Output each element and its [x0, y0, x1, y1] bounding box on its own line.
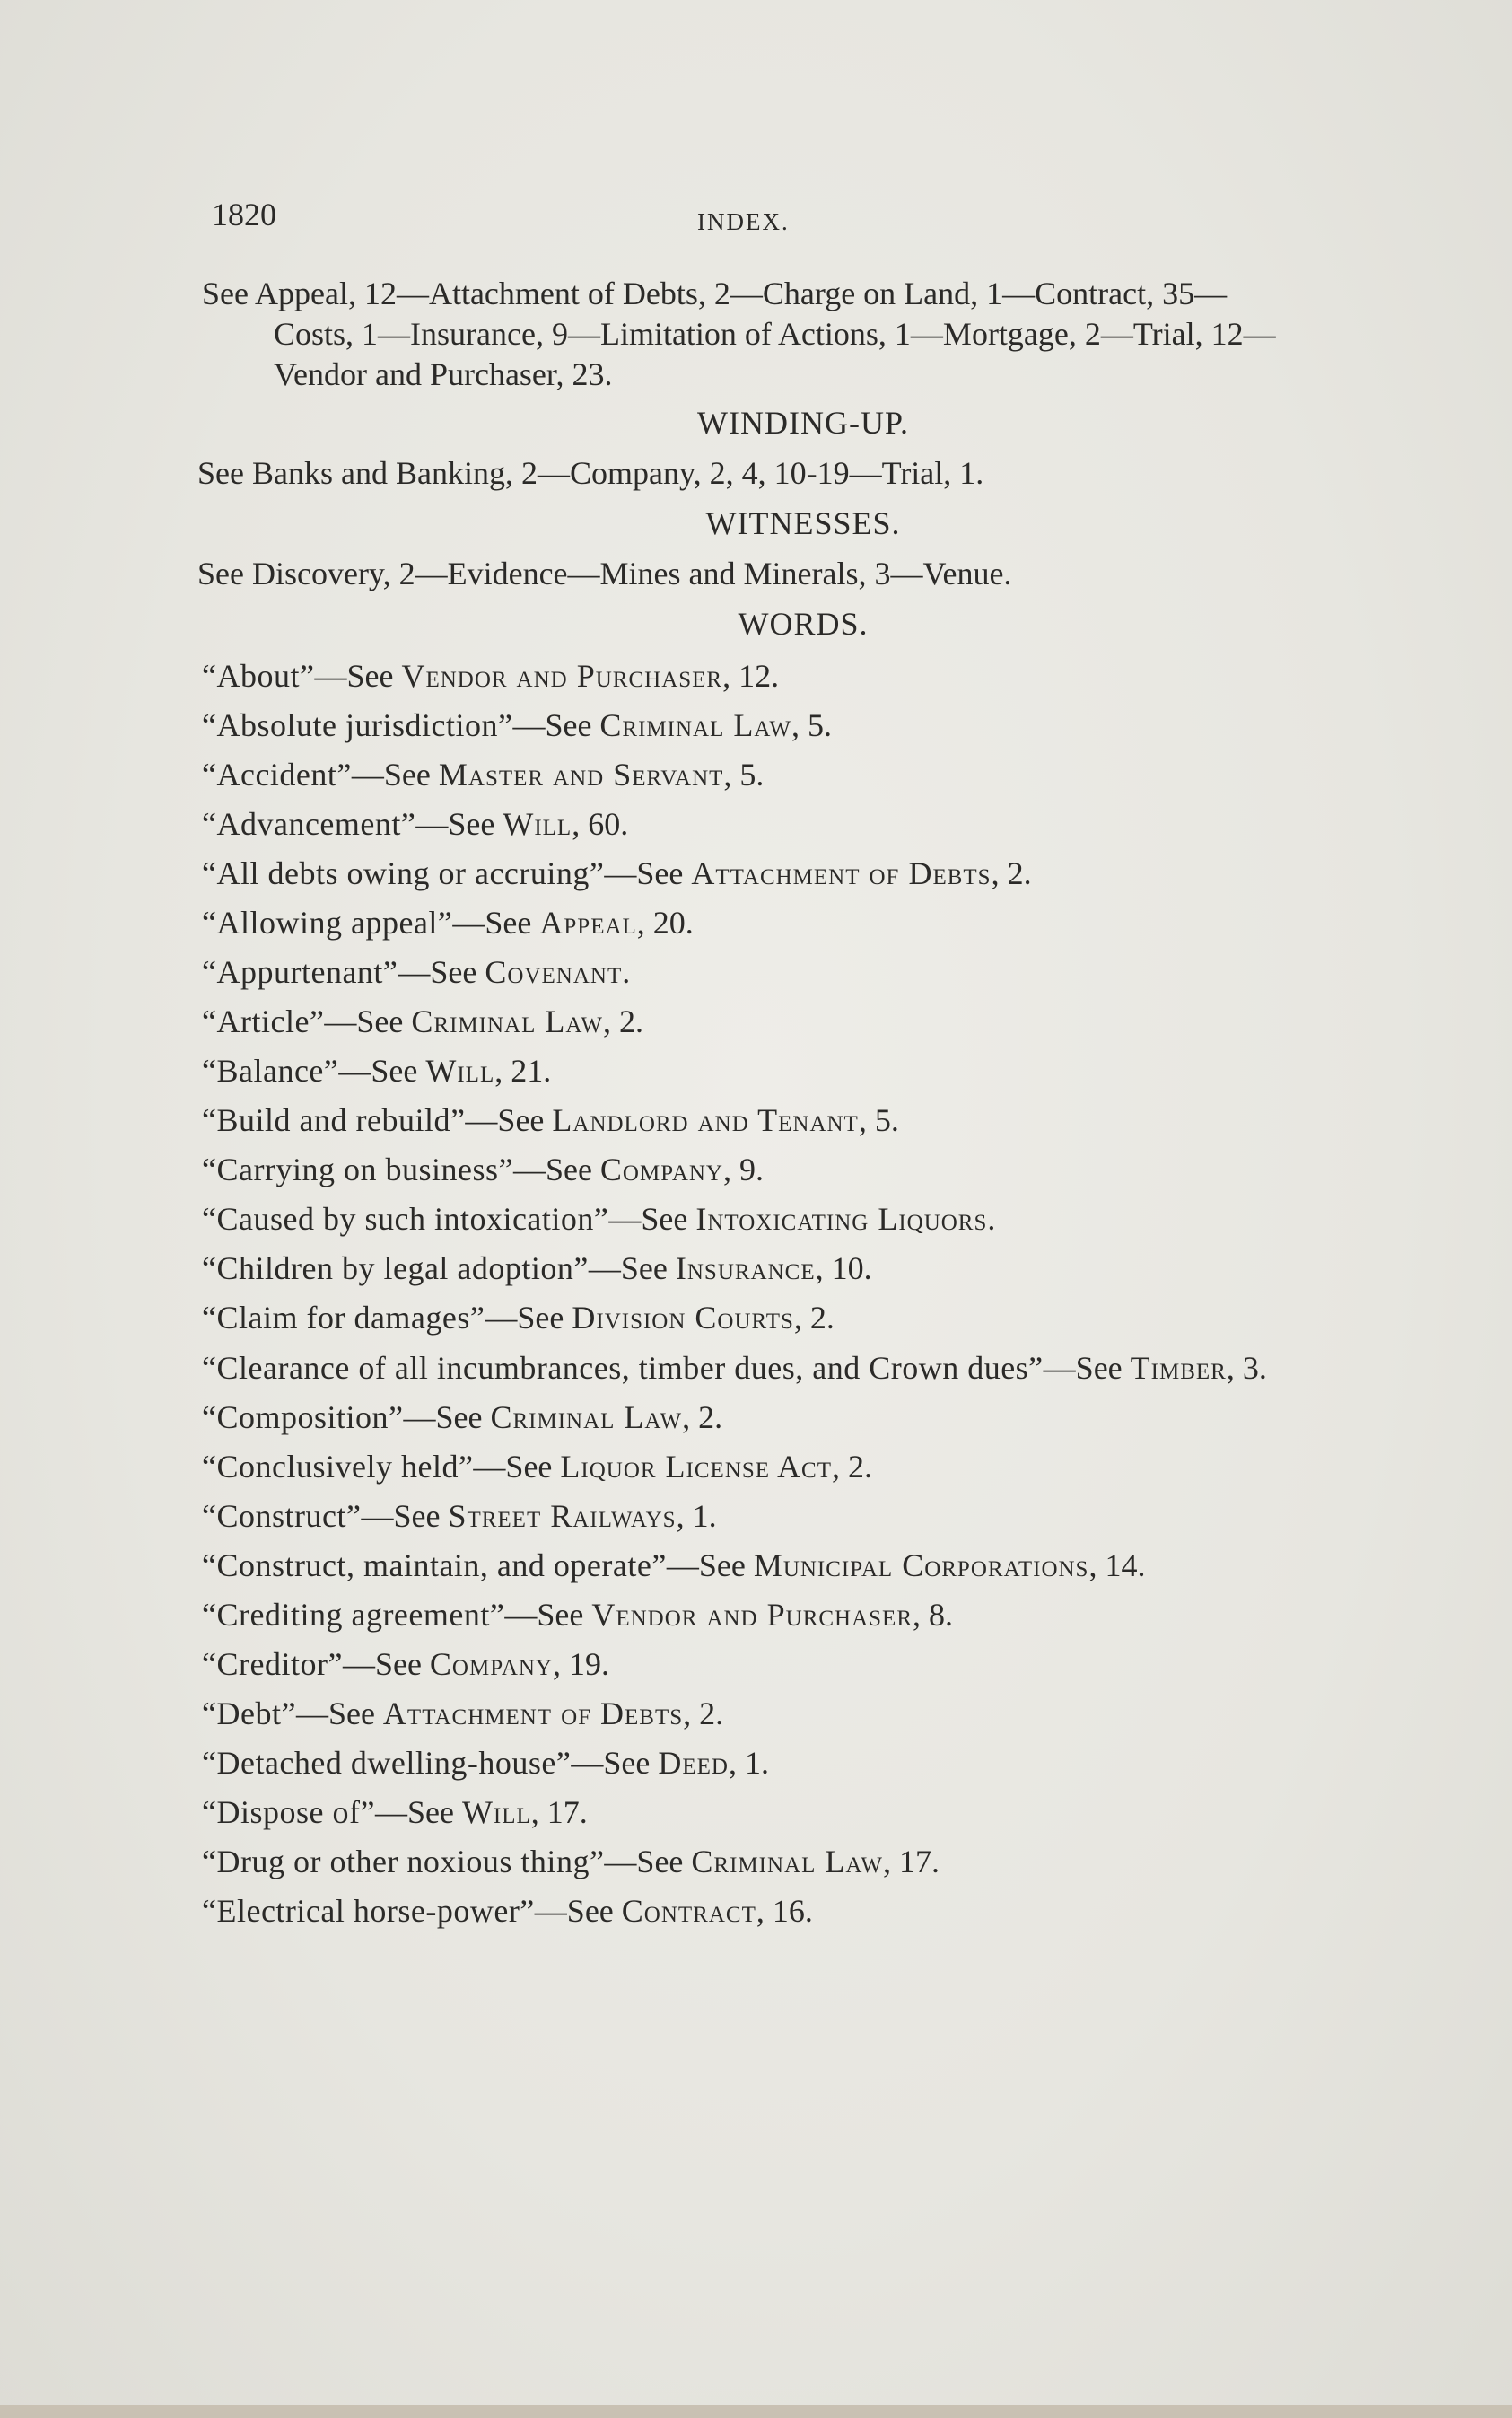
see-label: —See — [314, 658, 402, 694]
word-entry — [202, 1788, 1292, 1837]
see-label: —See — [465, 1102, 553, 1138]
see-label: —See — [473, 1449, 561, 1485]
see-label: —See — [295, 1695, 383, 1731]
word-term: “All debts owing or accruing” — [202, 855, 605, 891]
cross-reference-number: , 5. — [791, 707, 833, 743]
winding-up-cross-reference: See Banks and Banking, 2—Company, 2, 4, 10-19—Trial, 1. — [197, 455, 984, 491]
see-label: —See — [512, 707, 600, 743]
word-entry — [202, 1145, 1292, 1195]
see-label: —See — [403, 1399, 491, 1435]
word-entry — [202, 1837, 1292, 1887]
word-term: “Appurtenant” — [202, 954, 398, 990]
word-entry — [202, 849, 1292, 898]
cross-reference-title: Municipal Corporations — [753, 1547, 1089, 1583]
word-term: “Caused by such intoxication” — [202, 1201, 609, 1237]
page-header — [212, 196, 1289, 250]
see-label: —See — [608, 1201, 696, 1237]
word-entry — [202, 1541, 1292, 1590]
word-term: “Children by legal adoption” — [202, 1250, 589, 1286]
see-label: —See — [324, 1003, 412, 1039]
word-term: “Electrical horse-power” — [202, 1893, 535, 1929]
cross-reference-number: , 1. — [728, 1745, 769, 1781]
word-term: “Debt” — [202, 1695, 296, 1731]
word-term: “Claim for damages” — [202, 1300, 485, 1336]
word-entry — [202, 1640, 1292, 1689]
word-entry — [202, 1442, 1292, 1492]
cross-reference-title: Criminal Law — [599, 707, 792, 743]
cross-reference-title: Attachment of Debts — [691, 855, 992, 891]
word-term: “Drug or other noxious thing” — [202, 1844, 605, 1879]
cross-reference-number: . — [987, 1201, 996, 1237]
cross-reference-number: , 16. — [756, 1893, 813, 1929]
heading-witnesses: WITNESSES. — [705, 505, 901, 541]
continuation-cross-reference: See Appeal, 12—Attachment of Debts, 2—Charge on Land, 1—Contract, 35—Costs, 1—Insurance, 9—Limitation of Actions, 1—Mortgage, 2—Trial, 12—Vendor and Purchaser, 23. — [202, 276, 1276, 392]
see-label: —See — [604, 1844, 692, 1879]
word-term: “Allowing appeal” — [202, 905, 453, 941]
word-term: “Composition” — [202, 1399, 404, 1435]
cross-reference-number: . — [622, 954, 631, 990]
word-term: “Dispose of” — [202, 1794, 375, 1830]
word-term: “Balance” — [202, 1053, 339, 1089]
cross-reference-number: , 21. — [494, 1053, 552, 1089]
word-entry — [202, 1348, 1292, 1388]
cross-reference-title: Criminal Law — [691, 1844, 883, 1879]
see-label: —See — [452, 905, 540, 941]
cross-reference-number: , 12. — [722, 658, 780, 694]
see-label: —See — [588, 1250, 676, 1286]
cross-reference-number: , 2. — [683, 1695, 724, 1731]
word-entry — [202, 997, 1292, 1047]
see-label: —See — [351, 757, 439, 793]
word-term: “Absolute jurisdiction” — [202, 707, 513, 743]
word-term: “Crediting agreement” — [202, 1597, 505, 1633]
index-body — [197, 274, 1292, 1936]
word-term: “Accident” — [202, 757, 352, 793]
word-entry — [202, 1096, 1292, 1145]
cross-reference-number: , 17. — [883, 1844, 940, 1879]
see-label: —See — [398, 954, 485, 990]
heading-winding-up: WINDING-UP. — [697, 405, 909, 441]
word-entry — [202, 1047, 1292, 1096]
cross-reference-number: , 60. — [572, 806, 629, 842]
word-entry — [202, 1492, 1292, 1541]
word-term: “Construct, maintain, and operate” — [202, 1547, 667, 1583]
word-entry — [202, 1689, 1292, 1739]
word-entry — [202, 800, 1292, 849]
cross-reference-title: Timber — [1130, 1350, 1227, 1386]
cross-reference-number: , 2. — [682, 1399, 723, 1435]
cross-reference-title: Intoxicating Liquors — [695, 1201, 988, 1237]
cross-reference-number: , 17. — [530, 1794, 588, 1830]
cross-reference-number: , 1. — [676, 1498, 717, 1534]
cross-reference-title: Contract — [621, 1893, 756, 1929]
cross-reference-title: Will — [425, 1053, 495, 1089]
see-label: —See — [512, 1152, 600, 1187]
cross-reference-title: Liquor License Act — [560, 1449, 833, 1485]
cross-reference-number: , 10. — [815, 1250, 872, 1286]
cross-reference-title: Appeal — [539, 905, 637, 941]
see-label: —See — [342, 1646, 430, 1682]
word-entry — [202, 701, 1292, 750]
see-label: —See — [504, 1597, 592, 1633]
cross-reference-title: Will — [461, 1794, 531, 1830]
word-entry — [202, 898, 1292, 948]
cross-reference-title: Master and Servant — [438, 757, 724, 793]
cross-reference-number: , 19. — [553, 1646, 609, 1682]
cross-reference-title: Street Railways — [448, 1498, 677, 1534]
words-entries-list — [202, 652, 1292, 1936]
cross-reference-title: Deed — [658, 1745, 729, 1781]
word-entry — [202, 1739, 1292, 1788]
see-label: —See — [571, 1745, 659, 1781]
word-entry — [202, 750, 1292, 800]
heading-words: WORDS. — [738, 606, 869, 642]
cross-reference-number: , 14. — [1088, 1547, 1146, 1583]
cross-reference-title: Covenant — [485, 954, 623, 990]
cross-reference-number: , 2. — [832, 1449, 873, 1485]
word-entry — [202, 1293, 1292, 1343]
word-term: “Clearance of all incumbrances, timber dues, and Crown dues” — [202, 1350, 1044, 1386]
see-label: —See — [534, 1893, 622, 1929]
word-entry — [202, 1887, 1292, 1936]
word-term: “Advancement” — [202, 806, 416, 842]
see-label: —See — [361, 1498, 449, 1534]
cross-reference-title: Insurance — [675, 1250, 816, 1286]
cross-reference-title: Division Courts — [572, 1300, 794, 1336]
cross-reference-title: Vendor and Purchaser — [401, 658, 723, 694]
cross-reference-title: Will — [503, 806, 572, 842]
cross-reference-title: Criminal Law — [490, 1399, 683, 1435]
word-entry — [202, 1590, 1292, 1640]
see-label: —See — [374, 1794, 462, 1830]
cross-reference-number: , 5. — [723, 757, 765, 793]
cross-reference-number: , 2. — [602, 1003, 643, 1039]
cross-reference-title: Vendor and Purchaser — [591, 1597, 913, 1633]
cross-reference-title: Landlord and Tenant — [552, 1102, 859, 1138]
cross-reference-title: Company — [599, 1152, 723, 1187]
word-term: “Carrying on business” — [202, 1152, 513, 1187]
see-label: —See — [485, 1300, 572, 1336]
witnesses-cross-reference: See Discovery, 2—Evidence—Mines and Minerals, 3—Venue. — [197, 556, 1012, 591]
word-term: “Build and rebuild” — [202, 1102, 466, 1138]
see-label: —See — [338, 1053, 426, 1089]
cross-reference-number: , 8. — [913, 1597, 953, 1633]
word-term: “Creditor” — [202, 1646, 343, 1682]
see-label: —See — [666, 1547, 754, 1583]
word-entry — [202, 948, 1292, 997]
word-term: “Conclusively held” — [202, 1449, 474, 1485]
running-title: INDEX. — [697, 208, 790, 235]
cross-reference-number: , 2. — [793, 1300, 835, 1336]
see-label: —See — [415, 806, 503, 842]
cross-reference-title: Company — [429, 1646, 553, 1682]
cross-reference-number: , 20. — [636, 905, 694, 941]
word-entry — [202, 1195, 1292, 1244]
word-term: “About” — [202, 658, 315, 694]
word-entry — [202, 1393, 1292, 1442]
cross-reference-title: Criminal Law — [411, 1003, 603, 1039]
cross-reference-number: , 5. — [858, 1102, 899, 1138]
cross-reference-number: , 2. — [991, 855, 1032, 891]
cross-reference-number: , 3. — [1226, 1350, 1267, 1386]
word-entry — [202, 1244, 1292, 1293]
cross-reference-number: , 9. — [723, 1152, 764, 1187]
page-bottom-edge — [0, 2405, 1512, 2418]
see-label: —See — [604, 855, 692, 891]
word-term: “Article” — [202, 1003, 325, 1039]
cross-reference-title: Attachment of Debts — [382, 1695, 684, 1731]
word-entry — [202, 652, 1292, 701]
word-term: “Construct” — [202, 1498, 362, 1534]
word-term: “Detached dwelling-house” — [202, 1745, 572, 1781]
page-number: 1820 — [212, 197, 276, 232]
see-label: —See — [1043, 1350, 1131, 1386]
